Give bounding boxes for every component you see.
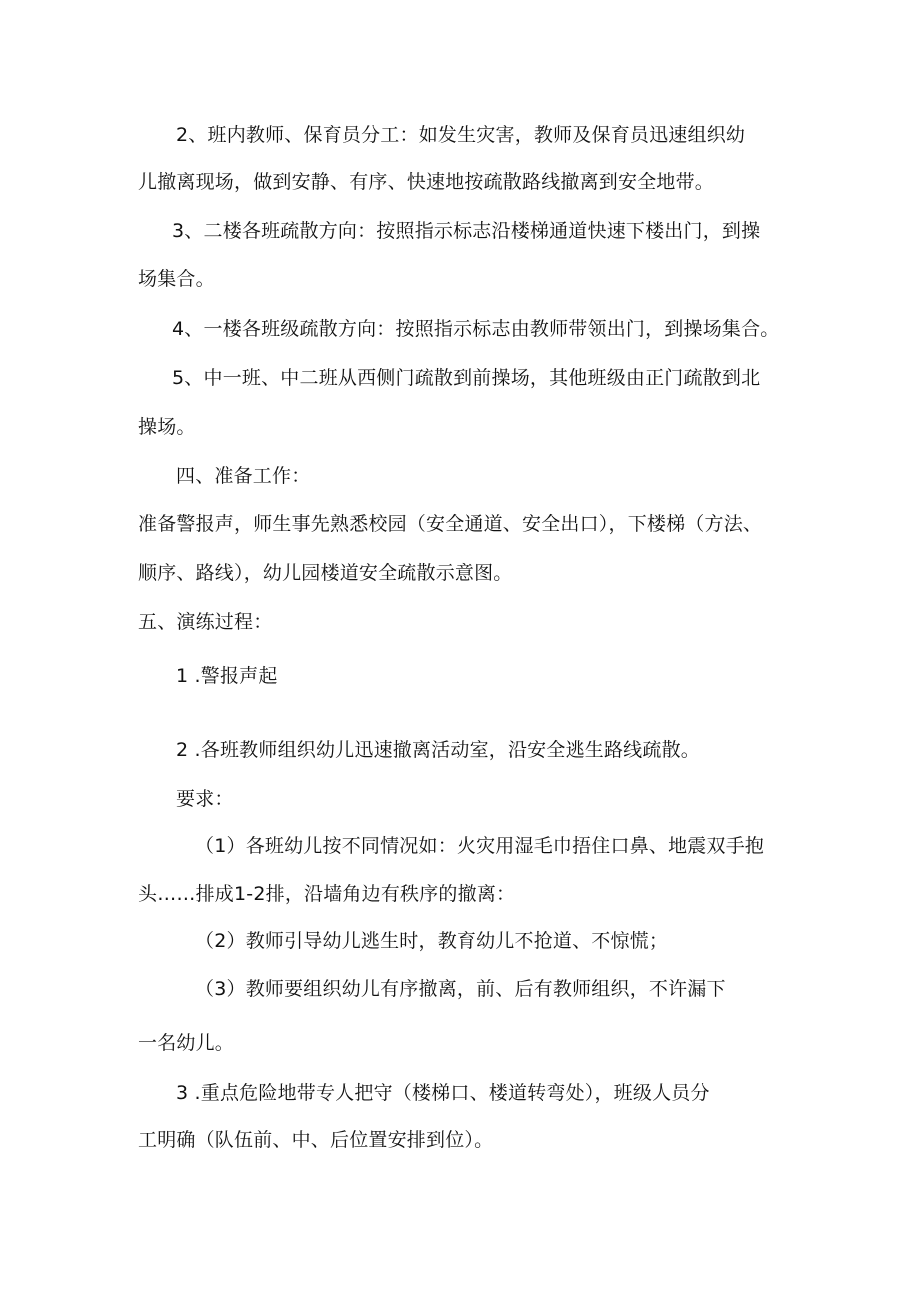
text-line-14: 要求：: [176, 788, 234, 810]
text-line-7: 操场。: [138, 416, 196, 438]
text-line-12: 1 .警报声起: [176, 665, 278, 687]
text-line-6: 5、中一班、中二班从西侧门疏散到前操场，其他班级由正门疏散到北: [172, 367, 761, 389]
text-line-4: 场集合。: [138, 268, 215, 290]
text-line-18: （3）教师要组织幼儿有序撤离，前、后有教师组织，不许漏下: [195, 978, 726, 1000]
text-line-2: 儿撤离现场，做到安静、有序、快速地按疏散路线撤离到安全地带。: [138, 171, 715, 193]
text-line-17: （2）教师引导幼儿逃生时，教育幼儿不抢道、不惊慌；: [195, 930, 669, 952]
text-line-9: 准备警报声，师生事先熟悉校园（安全通道、安全出口），下楼梯（方法、: [138, 513, 763, 535]
section-heading-preparation: 四、准备工作：: [176, 465, 311, 487]
text-line-19: 一名幼儿。: [138, 1032, 235, 1054]
text-line-3: 3、二楼各班疏散方向：按照指示标志沿楼梯通道快速下楼出门，到操: [172, 220, 761, 242]
text-line-1: 2、班内教师、保育员分工：如发生灾害，教师及保育员迅速组织幼: [176, 124, 746, 146]
text-line-21: 工明确（队伍前、中、后位置安排到位）。: [138, 1129, 494, 1151]
text-line-5: 4、一楼各班级疏散方向：按照指示标志由教师带领出门，到操场集合。: [172, 318, 780, 340]
text-line-15: （1）各班幼儿按不同情况如：火灾用湿毛巾捂住口鼻、地震双手抱: [195, 835, 765, 857]
text-line-16: 头……排成1-2排，沿墙角边有秩序的撤离：: [138, 883, 516, 905]
section-heading-drill-process: 五、演练过程：: [138, 611, 273, 633]
text-line-20: 3 .重点危险地带专人把守（楼梯口、楼道转弯处），班级人员分: [176, 1082, 710, 1104]
text-line-10: 顺序、路线），幼儿园楼道安全疏散示意图。: [138, 562, 513, 584]
text-line-13: 2 .各班教师组织幼儿迅速撤离活动室，沿安全逃生路线疏散。: [176, 739, 700, 761]
